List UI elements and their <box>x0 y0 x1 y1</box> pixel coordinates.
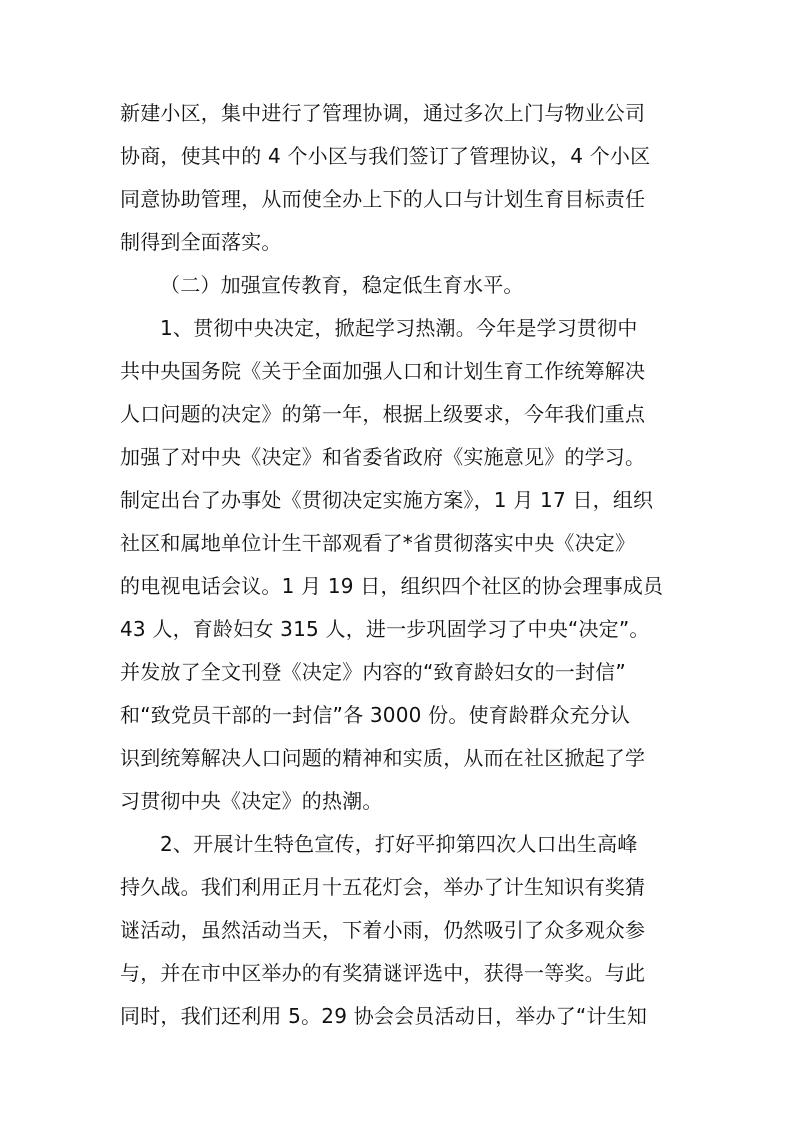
paragraph-line: 习贯彻中央《决定》的热潮。 <box>120 789 383 813</box>
paragraph-line: 新建小区，集中进行了管理协调，通过多次上门与物业公司 <box>120 101 646 125</box>
paragraph-line: 协商，使其中的 4 个小区与我们签订了管理协议，4 个小区 <box>120 144 651 168</box>
paragraph-line: 与，并在市中区举办的有奖猜谜评选中，获得一等奖。与此 <box>120 961 646 985</box>
paragraph-line: 制定出台了办事处《贯彻决定实施方案》，1 月 17 日，组织 <box>120 488 654 512</box>
paragraph-line: 社区和属地单位计生干部观看了*省贯彻落实中央《决定》 <box>120 531 636 555</box>
paragraph-line: 43 人，育龄妇女 315 人，进一步巩固学习了中央“决定”。 <box>120 617 650 641</box>
paragraph-line: 加强了对中央《决定》和省委省政府《实施意见》的学习。 <box>120 445 646 469</box>
paragraph-line: 人口问题的决定》的第一年，根据上级要求，今年我们重点 <box>120 402 646 426</box>
paragraph-line: 共中央国务院《关于全面加强人口和计划生育工作统筹解决 <box>120 359 646 383</box>
paragraph-line: 制得到全面落实。 <box>120 230 282 254</box>
paragraph-line: 持久战。我们利用正月十五花灯会，举办了计生知识有奖猜 <box>120 875 646 899</box>
paragraph-line: 同时，我们还利用 5。29 协会会员活动日，举办了“计生知 <box>120 1004 648 1028</box>
paragraph-line: 并发放了全文刊登《决定》内容的“致育龄妇女的一封信” <box>120 660 626 684</box>
paragraph-line: 的电视电话会议。1 月 19 日，组织四个社区的协会理事成员 <box>120 574 664 598</box>
section-heading: （二）加强宣传教育，稳定低生育水平。 <box>160 273 524 297</box>
paragraph-line: 同意协助管理，从而使全办上下的人口与计划生育目标责任 <box>120 187 646 211</box>
paragraph-first-line: 2、开展计生特色宣传，打好平抑第四次人口出生高峰 <box>160 832 638 856</box>
paragraph-line: 识到统筹解决人口问题的精神和实质，从而在社区掀起了学 <box>120 746 646 770</box>
paragraph-line: 和“致党员干部的一封信”各 3000 份。使育龄群众充分认 <box>120 703 631 727</box>
paragraph-first-line: 1、贯彻中央决定，掀起学习热潮。今年是学习贯彻中 <box>160 316 638 340</box>
paragraph-line: 谜活动，虽然活动当天，下着小雨，仍然吸引了众多观众参 <box>120 918 646 942</box>
